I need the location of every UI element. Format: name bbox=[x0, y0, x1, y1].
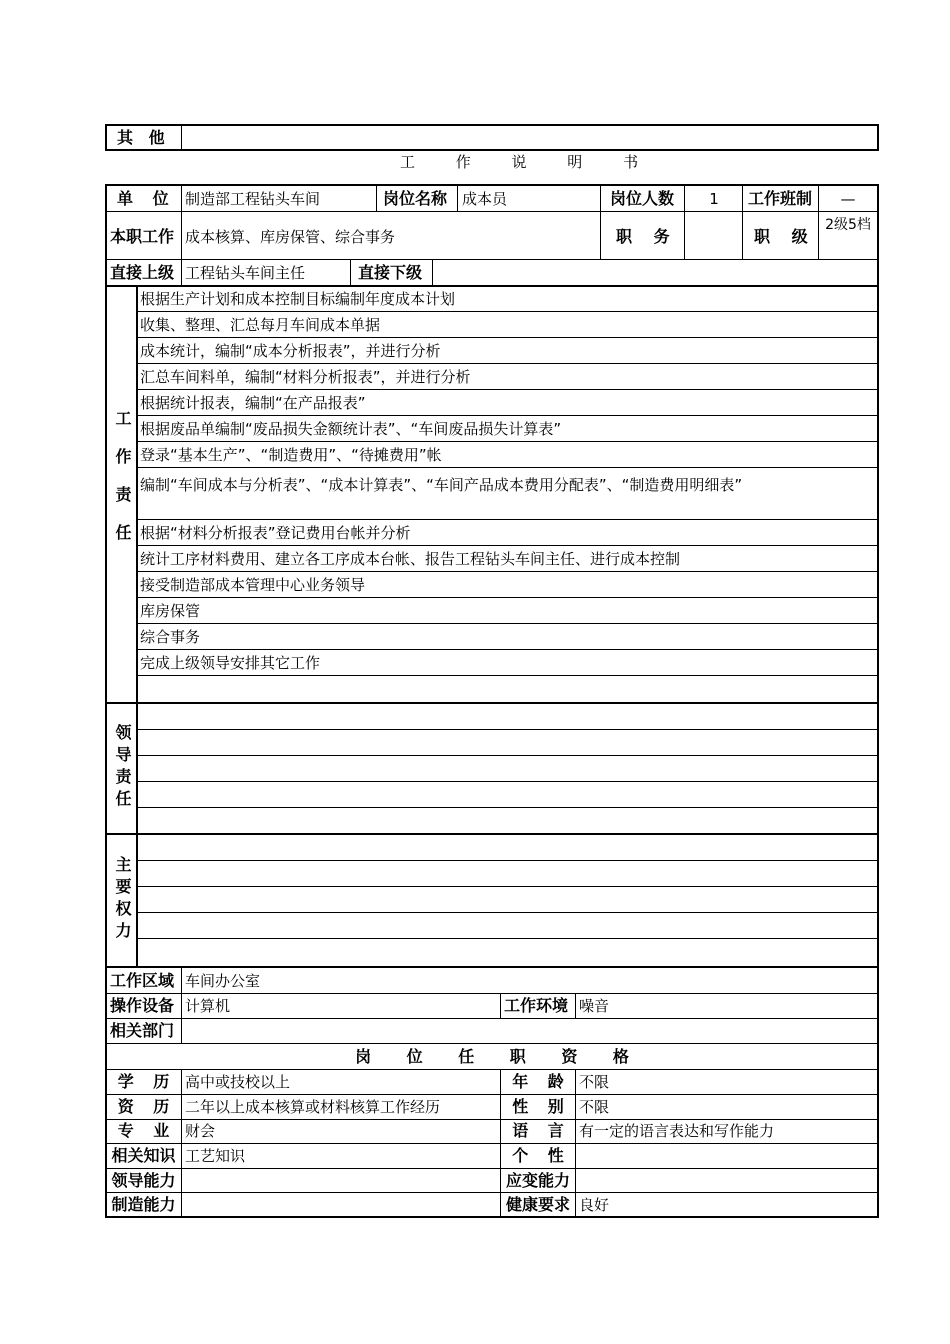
qual-label: 语 言 bbox=[512, 1122, 564, 1140]
list-item: 综合事务 bbox=[140, 629, 201, 646]
row-line bbox=[137, 807, 878, 808]
qual-label: 专 业 bbox=[117, 1122, 170, 1140]
row-line bbox=[137, 415, 878, 416]
main-work-label: 本职工作 bbox=[110, 228, 175, 246]
superior-label: 直接上级 bbox=[110, 264, 175, 282]
qual-label: 性 别 bbox=[512, 1098, 564, 1116]
duty-label: 职 务 bbox=[616, 228, 670, 246]
row-line bbox=[106, 993, 878, 994]
subordinate-label: 直接下级 bbox=[358, 264, 423, 282]
row-line bbox=[137, 545, 878, 546]
post-name-label: 岗位名称 bbox=[383, 190, 448, 208]
list-item: 根据统计报表，编制“在产品报表” bbox=[140, 395, 366, 412]
col-line bbox=[181, 968, 182, 1043]
headcount-label: 岗位人数 bbox=[610, 190, 675, 208]
row-line bbox=[106, 259, 878, 260]
row-line bbox=[106, 1069, 878, 1070]
row-line bbox=[137, 781, 878, 782]
equipment-value: 计算机 bbox=[185, 998, 231, 1015]
qual-label: 领导能力 bbox=[111, 1172, 176, 1190]
row-line bbox=[137, 938, 878, 939]
row-line bbox=[106, 1168, 878, 1169]
document-title: 工 作 说 明 书 bbox=[400, 153, 657, 171]
row-line bbox=[137, 912, 878, 913]
unit-label: 单 位 bbox=[117, 190, 169, 208]
col-line bbox=[350, 260, 351, 286]
qual-value: 不限 bbox=[579, 1099, 610, 1116]
authority-label: 主要权力 bbox=[113, 856, 132, 944]
qual-label: 学 历 bbox=[117, 1073, 170, 1091]
col-line bbox=[500, 994, 501, 1019]
qual-label: 资 历 bbox=[117, 1098, 170, 1116]
shift-label: 工作班制 bbox=[748, 190, 813, 208]
row-line bbox=[106, 1043, 878, 1044]
section-line bbox=[106, 285, 878, 287]
row-line bbox=[137, 675, 878, 676]
list-item: 根据生产计划和成本控制目标编制年度成本计划 bbox=[140, 291, 456, 308]
qual-value: 有一定的语言表达和写作能力 bbox=[579, 1123, 775, 1140]
qual-label: 年 龄 bbox=[512, 1073, 564, 1091]
row-line bbox=[137, 441, 878, 442]
list-item: 接受制造部成本管理中心业务领导 bbox=[140, 577, 366, 594]
qual-value: 高中或技校以上 bbox=[185, 1074, 291, 1091]
col-line bbox=[181, 185, 182, 286]
headcount-value: 1 bbox=[709, 191, 719, 208]
work-env-value: 噪音 bbox=[579, 998, 610, 1015]
col-line bbox=[684, 185, 685, 260]
section-line bbox=[106, 966, 878, 968]
row-line bbox=[137, 886, 878, 887]
list-item: 编制“车间成本与分析表”、“成本计算表”、“车间产品成本费用分配表”、“制造费用明细表” bbox=[140, 476, 743, 494]
list-item: 根据废品单编制“废品损失金额统计表”、“车间废品损失计算表” bbox=[140, 421, 562, 438]
col-line bbox=[600, 185, 601, 260]
leadership-label: 领导责任 bbox=[113, 724, 132, 812]
shift-value: — bbox=[840, 191, 856, 208]
other-row-divider bbox=[181, 125, 182, 150]
row-line bbox=[137, 729, 878, 730]
col-line bbox=[376, 185, 377, 212]
row-line bbox=[137, 337, 878, 338]
row-line bbox=[137, 649, 878, 650]
row-line bbox=[137, 755, 878, 756]
responsibilities-label: 工作责任 bbox=[113, 410, 132, 562]
qual-value: 良好 bbox=[579, 1197, 610, 1214]
row-line bbox=[106, 1119, 878, 1120]
equipment-label: 操作设备 bbox=[110, 997, 175, 1015]
row-line bbox=[137, 571, 878, 572]
col-line bbox=[575, 994, 576, 1019]
post-name-value: 成本员 bbox=[462, 191, 508, 208]
work-area-value: 车间办公室 bbox=[185, 973, 261, 990]
other-label: 其 他 bbox=[117, 129, 165, 147]
list-item: 汇总车间料单，编制“材料分析报表”，并进行分析 bbox=[140, 369, 471, 386]
qual-value: 工艺知识 bbox=[185, 1148, 246, 1165]
row-line bbox=[137, 363, 878, 364]
row-line bbox=[106, 1192, 878, 1193]
col-line bbox=[432, 260, 433, 286]
related-dept-label: 相关部门 bbox=[110, 1022, 175, 1040]
col-line bbox=[818, 185, 819, 260]
qual-label: 制造能力 bbox=[111, 1196, 176, 1214]
list-item: 完成上级领导安排其它工作 bbox=[140, 655, 321, 672]
qual-value: 财会 bbox=[185, 1123, 216, 1140]
main-work-value: 成本核算、库房保管、综合事务 bbox=[185, 229, 396, 246]
row-line bbox=[106, 1143, 878, 1144]
row-line bbox=[106, 211, 878, 212]
section-line bbox=[106, 833, 878, 835]
col-line bbox=[742, 185, 743, 260]
list-item: 登录“基本生产”、“制造费用”、“待摊费用”帐 bbox=[140, 447, 442, 464]
row-line bbox=[137, 519, 878, 520]
qual-value: 二年以上成本核算或材料核算工作经历 bbox=[185, 1099, 441, 1116]
qual-label: 个 性 bbox=[512, 1147, 564, 1165]
qual-value: 不限 bbox=[579, 1074, 610, 1091]
list-item: 成本统计，编制“成本分析报表”，并进行分析 bbox=[140, 343, 441, 360]
qual-label: 健康要求 bbox=[505, 1196, 570, 1214]
list-item: 根据“材料分析报表”登记费用台帐并分析 bbox=[140, 525, 411, 542]
qual-label: 相关知识 bbox=[111, 1147, 176, 1165]
row-line bbox=[137, 597, 878, 598]
other-row bbox=[105, 124, 879, 151]
row-line bbox=[137, 467, 878, 468]
row-line bbox=[137, 860, 878, 861]
list-item: 统计工序材料费用、建立各工序成本台帐、报告工程钻头车间主任、进行成本控制 bbox=[140, 551, 681, 568]
col-line bbox=[457, 185, 458, 212]
qualifications-title: 岗 位 任 职 资 格 bbox=[355, 1048, 629, 1066]
section-line bbox=[106, 702, 878, 704]
grade-label: 职 级 bbox=[754, 228, 808, 246]
row-line bbox=[137, 389, 878, 390]
row-line bbox=[106, 1018, 878, 1019]
grade-value: 2级5档 bbox=[825, 217, 871, 233]
list-item: 库房保管 bbox=[140, 603, 201, 620]
row-line bbox=[137, 623, 878, 624]
list-item: 收集、整理、汇总每月车间成本单据 bbox=[140, 317, 381, 334]
unit-value: 制造部工程钻头车间 bbox=[185, 191, 321, 208]
qual-label: 应变能力 bbox=[505, 1172, 570, 1190]
superior-value: 工程钻头车间主任 bbox=[185, 265, 306, 282]
row-line bbox=[106, 1094, 878, 1095]
work-area-label: 工作区域 bbox=[110, 972, 175, 990]
row-line bbox=[137, 311, 878, 312]
work-env-label: 工作环境 bbox=[504, 997, 569, 1015]
